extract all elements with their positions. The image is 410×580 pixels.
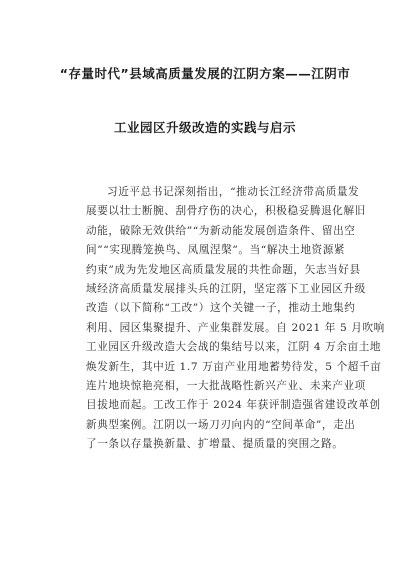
- body-line: 约束”成为先发地区高质量发展的共性命题，矢志当好县: [86, 263, 361, 276]
- body-line: 改造（以下简称“工改”）这个关键一子，推动土地集约: [86, 302, 356, 315]
- body-line: 域经济高质量发展排头兵的江阴，坚定落下工业园区升级: [86, 283, 366, 296]
- body-line: 间”“实现腾笼换鸟、凤凰涅槃”。当“解决土地资源紧: [86, 244, 346, 257]
- body-line: 动能，破除无效供给”“为新动能发展创造条件、留出空: [86, 224, 356, 237]
- body-line: 利用、园区集聚提升、产业集群发展。自 2021 年 5 月吹响: [86, 321, 385, 334]
- body-line: 连片地块惊艳亮相，一大批战略性新兴产业、未来产业项: [86, 380, 366, 393]
- body-line: 工业园区升级改造大会战的集结号以来，江阴 4 万余亩土地: [86, 341, 382, 354]
- document-title-line-2: 工业园区升级改造的实践与启示: [113, 120, 296, 135]
- body-line: 新典型案例。江阴以一场刀刃向内的“空间革命”，走出: [86, 418, 356, 431]
- body-line: 目拔地而起。工改工作于 2024 年获评制造强省建设改革创: [86, 399, 381, 412]
- body-line: 了一条以存量换新量、扩增量、提质量的突围之路。: [86, 438, 344, 451]
- body-line: 展要以壮士断腕、刮骨疗伤的决心，积极稳妥腾退化解旧: [86, 205, 366, 218]
- document-title-line-1: “存量时代”县域高质量发展的江阴方案——江阴市: [59, 66, 351, 81]
- body-paragraph: [86, 183, 385, 455]
- body-line: 焕发新生，其中近 1.7 万亩产业用地蓄势待发，5 个超千亩: [86, 360, 382, 373]
- body-line: 习近平总书记深刻指出，“推动长江经济带高质量发: [107, 186, 360, 198]
